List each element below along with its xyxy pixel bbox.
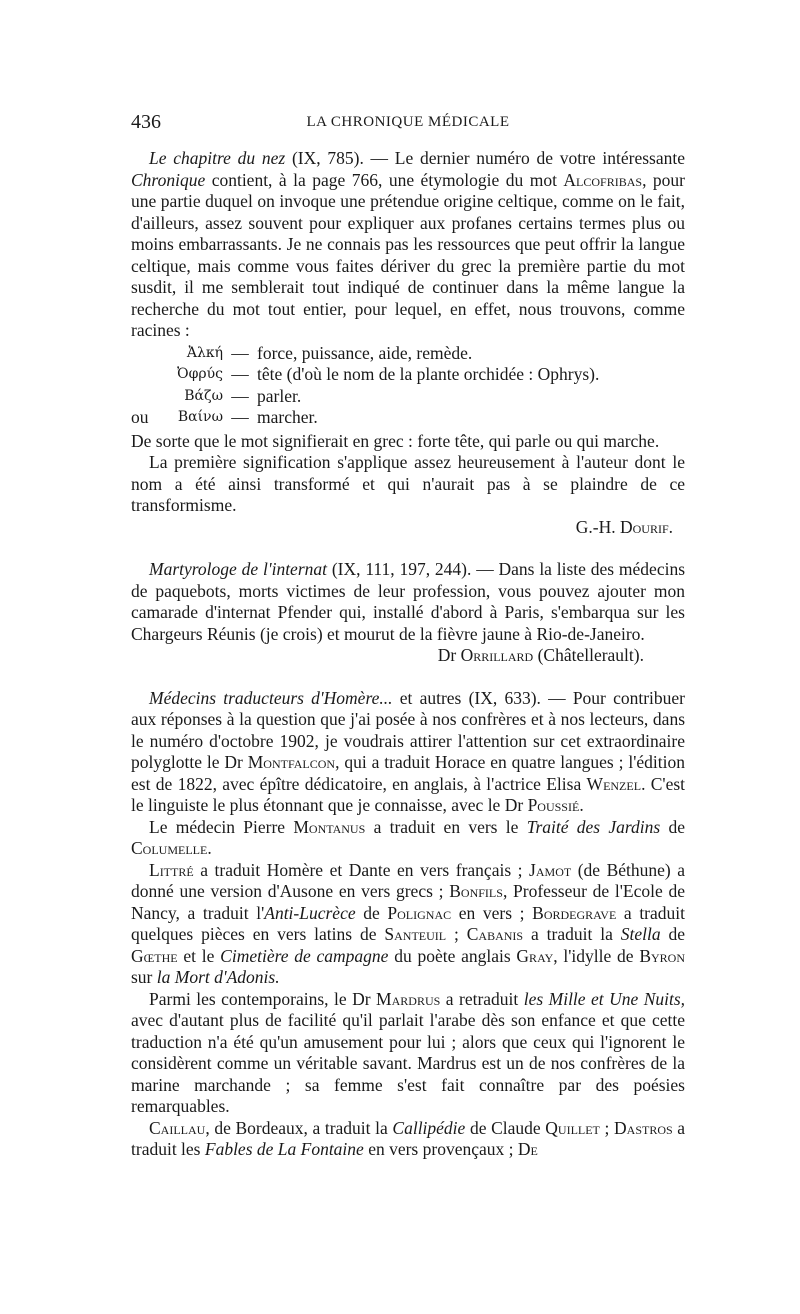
body-text	[131, 148, 685, 1161]
signature-dourif: G.-H. Dourif.	[575, 516, 673, 537]
paragraph: De sorte que le mot signifierait en grec : forte tête, qui parle ou qui marche.	[131, 430, 660, 451]
greek-word: Ἀλκή	[186, 344, 223, 361]
paragraph: Littré a traduit Homère et Dante en vers français ; Jamot (de Béthune) a donné une version d'Ausone en vers grecs ; Bonfils, Professeur de l'Ecole de Nancy, a traduit l'Anti-Lucrèce de Polignac en vers ; Bordegrave a traduit quelques pièces en vers latins de Santeuil ; Cabanis a traduit la Stella de Gœthe et le Cimetière de campagne du poète anglais Gray, l'idylle de Byron sur la Mort d'Adonis.	[131, 859, 686, 987]
page-header	[131, 111, 685, 135]
paragraph-martyrologe: Martyrologe de l'internat (IX, 111, 197, 244). — Dans la liste des médecins de paquebots, morts victimes de leur profession, vous pouvez ajouter mon camarade d'internat Pfender qui, installé d'abord à Paris, s'embarqua sur les Chargeurs Réunis (je crois) et mourut de la fièvre jaune à Rio-de-Janeiro.	[131, 559, 686, 644]
etymology-row: ou Βαίνω — marcher.	[131, 407, 318, 427]
running-title: LA CHRONIQUE MÉDICALE	[306, 114, 510, 130]
greek-word: Βαίνω	[177, 409, 223, 425]
paragraph: La première signification s'applique assez heureusement à l'auteur dont le nom a été ainsi transformé et qui n'aurait pas à se plaindre de ce transformisme.	[131, 452, 685, 515]
section-title-martyrologe: Martyrologe de l'internat	[149, 559, 327, 579]
page-number: 436	[131, 111, 161, 133]
section-gap	[131, 538, 685, 559]
greek-word: Βάζω	[184, 387, 223, 404]
section-gap	[131, 667, 685, 688]
section-title-traducteurs: Médecins traducteurs d'Homère...	[149, 687, 393, 708]
paragraph: Le médecin Pierre Montanus a traduit en vers le Traité des Jardins de Columelle.	[131, 816, 686, 858]
signature-orrillard: Dr Orrillard (Châtellerault).	[437, 645, 644, 665]
etymology-list	[131, 343, 685, 429]
paragraph: Parmi les contemporains, le Dr Mardrus a retraduit les Mille et Une Nuits, avec d'autant plus de facilité qu'il parlait l'arabe dès son enfance et que cette traduction n'a été qu'un amusement pour lui ; alors que ceux qui l'ignorent le considèrent comme un véritable savant. Mardrus est un de nos confrères de la marine marchande ; sa femme s'est fait connaître par des poésies remarquables.	[131, 988, 686, 1116]
section-title-nez: Le chapitre du nez	[149, 148, 286, 168]
greek-word: Ὀφρύς	[177, 366, 223, 382]
paragraph-nez: Le chapitre du nez (IX, 785). — Le dernier numéro de votre intéressante Chronique contient, à la page 766, une étymologie du mot Alcofribas, pour une partie duquel on invoque une prétendue origine celtique, comme on le fait, d'ailleurs, assez souvent pour expliquer aux profanes certains termes plus ou moins embarrassants. Je ne connais pas les ressources que peut offrir la langue celtique, mais comme vous faites dériver du grec la première partie du mot susdit, il me semblerait tout indiqué de continuer dans la même langue la recherche du mot tout entier, pour lequel, en effet, nous trouvons, comme racines :	[131, 148, 686, 340]
etymology-row: Βάζω — parler.	[131, 386, 685, 408]
etymology-row: Ἀλκή — force, puissance, aide, remède.	[131, 343, 685, 365]
etymology-row: Ὀφρύς — tête (d'où le nom de la plante orchidée : Ophrys).	[131, 364, 685, 386]
paragraph: Caillau, de Bordeaux, a traduit la Callipédie de Claude Quillet ; Dastros a traduit les Fables de La Fontaine en vers provençaux ; De	[131, 1117, 686, 1159]
paragraph-traducteurs: Médecins traducteurs d'Homère... et autres (IX, 633). — Pour contribuer aux réponses à la question que j'ai posée à nos confrères et à nos lecteurs, dans le numéro d'octobre 1902, je voudrais attirer l'attention sur cet extraordinaire polyglotte le Dr Montfalcon, qui a traduit Horace en quatre langues ; l'édition est de 1822, avec épître dédicatoire, en anglais, à l'actrice Elisa Wenzel. C'est le linguiste le plus étonnant que je connaisse, avec le Dr Poussié.	[131, 687, 686, 815]
